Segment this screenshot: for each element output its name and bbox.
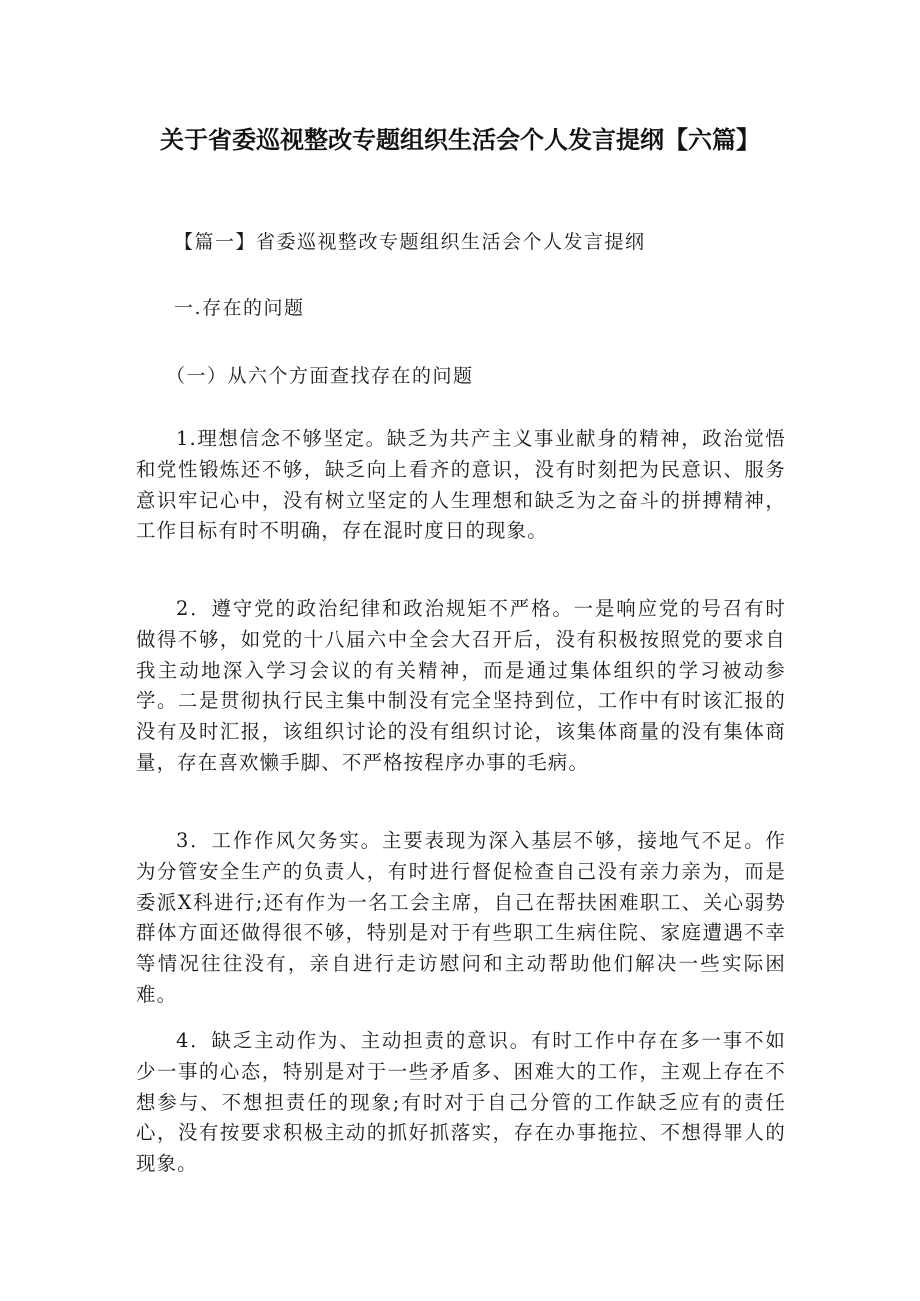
section-heading: 【篇一】省委巡视整改专题组织生活会个人发言提纲 [174, 231, 646, 253]
paragraph-2: 2．遵守党的政治纪律和政治规矩不严格。一是响应党的号召有时做得不够，如党的十八届六中全会大召开后，没有积极按照党的要求自我主动地深入学习会议的有关精神，而是通过集体组织的学习被动参学。二是贯彻执行民主集中制没有完全坚持到位，工作中有时该汇报的没有及时汇报，该组织讨论的没有组织讨论，该集体商量的没有集体商量，存在喜欢懒手脚、不严格按程序办事的毛病。 [136, 597, 786, 774]
document-title: 关于省委巡视整改专题组织生活会个人发言提纲【六篇】 [160, 126, 760, 154]
paragraph-3: 3．工作作风欠务实。主要表现为深入基层不够，接地气不足。作为分管安全生产的负责人，有时进行督促检查自己没有亲力亲为，而是委派X科进行;还有作为一名工会主席，自己在帮扶困难职工、关心弱势群体方面还做得很不够，特别是对于有些职工生病住院、家庭遭遇不幸等情况往往没有，亲自进行走访慰问和主动帮助他们解决一些实际困难。 [136, 829, 786, 1006]
paragraph-4: 4．缺乏主动作为、主动担责的意识。有时工作中存在多一事不如少一事的心态，特别是对于一些矛盾多、困难大的工作，主观上存在不想参与、不想担责任的现象;有时对于自己分管的工作缺乏应有的责任心，没有按要求积极主动的抓好抓落实，存在办事拖拉、不想得罪人的现象。 [136, 1029, 786, 1176]
paragraph-1: 1.理想信念不够坚定。缺乏为共产主义事业献身的精神，政治觉悟和党性锻炼还不够，缺乏向上看齐的意识，没有时刻把为民意识、服务意识牢记心中，没有树立坚定的人生理想和缺乏为之奋斗的拼搏精神，工作目标有时不明确，存在混时度日的现象。 [136, 427, 786, 543]
heading-six-aspects: （一）从六个方面查找存在的问题 [166, 365, 474, 387]
heading-problems: 一.存在的问题 [174, 297, 305, 319]
